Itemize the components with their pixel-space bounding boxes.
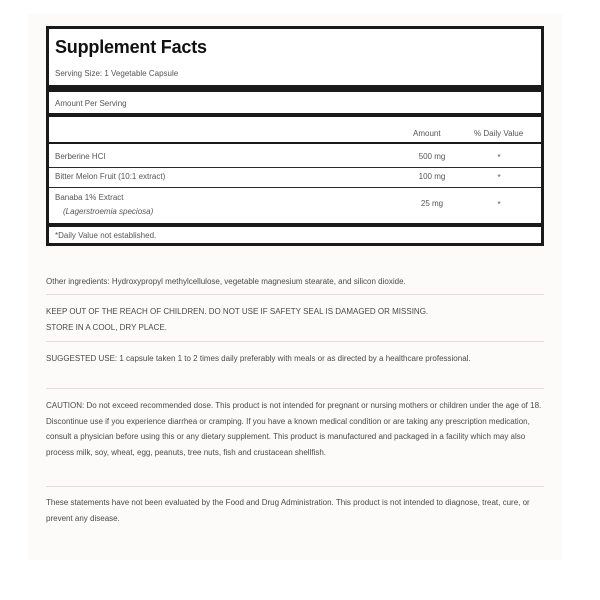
ingredient-daily-value: *	[497, 200, 501, 209]
ingredient-name: Bitter Melon Fruit (10:1 extract)	[55, 172, 166, 181]
ingredient-name: Berberine HCl	[55, 152, 106, 161]
ingredient-name: Banaba 1% Extract	[55, 193, 124, 202]
other-ingredients: Other ingredients: Hydroxypropyl methylcellulose, vegetable magnesium stearate, and silicon dioxide.	[46, 277, 406, 286]
fda-disclaimer: These statements have not been evaluated by the Food and Drug Administration. This product is not intended to diagnose, treat, cure, or prevent any disease.	[46, 498, 530, 523]
ingredient-amount: 100 mg	[418, 172, 446, 181]
column-header-amount: Amount	[413, 129, 441, 138]
suggested-use: SUGGESTED USE: 1 capsule taken 1 to 2 times daily preferably with meals or as directed by a healthcare professional.	[46, 354, 471, 363]
supplement-facts-panel	[46, 26, 544, 246]
storage-line: STORE IN A COOL, DRY PLACE.	[46, 322, 167, 332]
section-divider	[46, 294, 544, 295]
daily-value-footnote: *Daily Value not established.	[55, 231, 157, 240]
section-divider	[46, 388, 544, 389]
safety-warning	[46, 304, 546, 335]
row-divider	[49, 167, 541, 168]
supplement-facts-title: Supplement Facts	[55, 37, 207, 57]
section-divider	[46, 486, 544, 487]
thick-divider	[49, 85, 541, 92]
serving-size: Serving Size: 1 Vegetable Capsule	[55, 69, 179, 78]
ingredient-amount: 500 mg	[418, 152, 446, 161]
ingredient-amount: 25 mg	[420, 199, 444, 208]
warning-line: KEEP OUT OF THE REACH OF CHILDREN. DO NOT USE IF SAFETY SEAL IS DAMAGED OR MISSING.	[46, 307, 429, 316]
row-divider	[49, 187, 541, 188]
caution-statement: CAUTION: Do not exceed recommended dose. This product is not intended for pregnant or nursing mothers or children under the age of 18. Discontinue use if you experience diarrhea or cramping. If you have a known medical condition or are taking any prescription medication, consult a physician before using this or any dietary supplement. This product is manufactured and packaged in a facility which may also process milk, soy, wheat, egg, peanuts, tree nuts, fish and crustacean shellfish.	[46, 401, 542, 457]
section-divider	[46, 341, 544, 342]
ingredient-botanical-name: (Lagerstroemia speciosa)	[63, 207, 154, 216]
ingredient-daily-value: *	[497, 173, 501, 182]
footnote-divider	[49, 223, 541, 227]
column-header-daily-value: % Daily Value	[474, 129, 524, 138]
ingredient-daily-value: *	[497, 153, 501, 162]
amount-per-serving-label: Amount Per Serving	[55, 99, 127, 108]
medium-divider	[49, 113, 541, 117]
header-divider	[49, 142, 541, 144]
